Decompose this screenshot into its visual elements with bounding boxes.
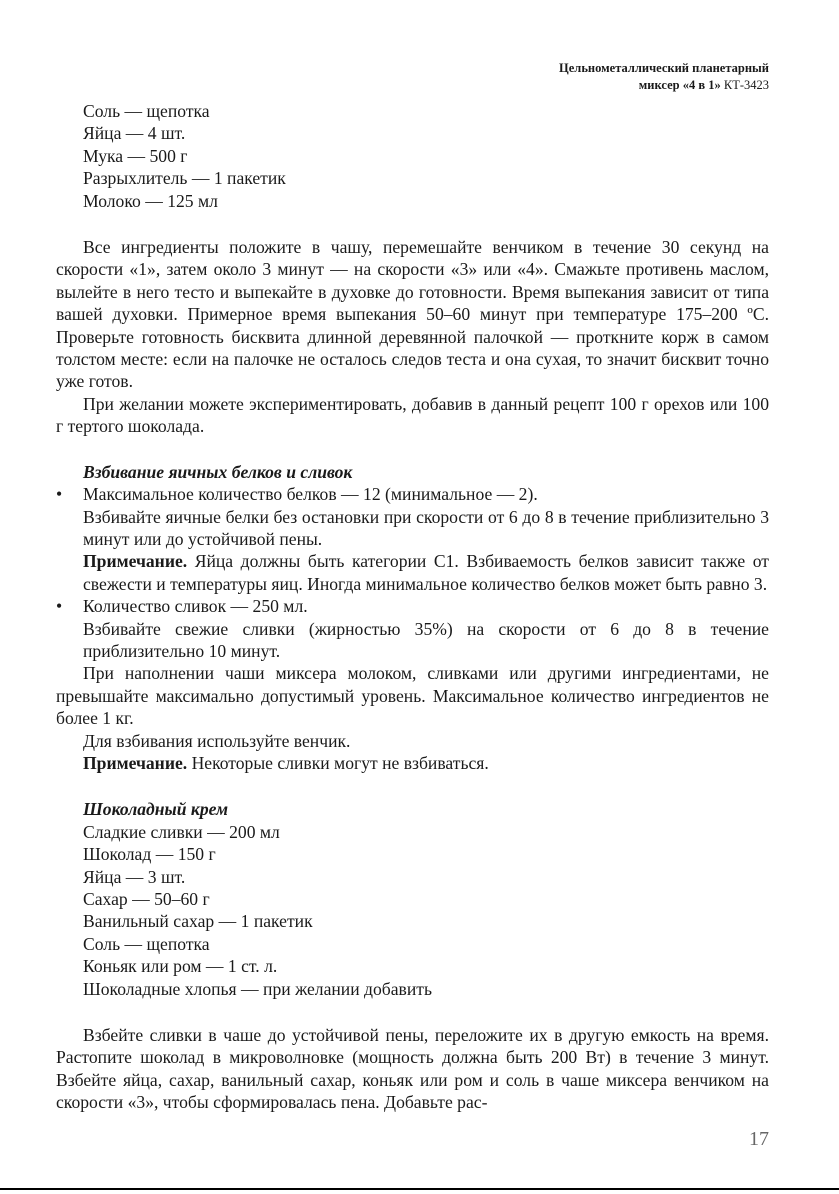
- ingredient-line: Шоколадные хлопья — при желании добавить: [83, 978, 432, 999]
- ingredient-line: Яйца — 4 шт.: [83, 123, 186, 144]
- bullet-item-egg-whites: [56, 483, 769, 505]
- page-number: 17: [749, 1128, 769, 1150]
- bullet-item-text: Максимальное количество белков — 12 (минимальное — 2).: [83, 484, 538, 505]
- cream-instructions: Взбивайте свежие сливки (жирностью 35%) на скорости от 6 до 8 в течение приблизительно 10 минут.: [83, 618, 769, 661]
- ingredient-line: Коньяк или ром — 1 ст. л.: [83, 956, 278, 977]
- page-content: [56, 100, 769, 1114]
- header-model-prefix: миксер «4 в 1»: [638, 78, 721, 92]
- note-text: Некоторые сливки могут не взбиваться.: [187, 752, 489, 773]
- egg-whites-instructions: Взбивайте яичные белки без остановки при скорости от 6 до 8 в течение приблизительно 3 минут или до устойчивой пены.: [83, 506, 769, 549]
- note-label: Примечание.: [83, 551, 188, 572]
- note-label: Примечание.: [83, 752, 188, 773]
- section-heading-chocolate-cream: Шоколадный крем: [83, 799, 229, 820]
- ingredient-line: Разрыхлитель — 1 пакетик: [83, 168, 286, 189]
- ingredient-line: Сахар — 50–60 г: [83, 889, 210, 909]
- bullet-mark: •: [56, 596, 63, 617]
- egg-whites-note: [83, 550, 769, 595]
- variation-paragraph: При желании можете экспериментировать, добавив в данный рецепт 100 г орехов или 100 г тертого шоколада.: [56, 393, 769, 437]
- section-heading-whipping: Взбивание яичных белков и сливок: [83, 461, 353, 482]
- ingredient-line: Соль — щепотка: [83, 101, 210, 121]
- whisk-paragraph: Для взбивания используйте венчик.: [83, 730, 351, 751]
- bullet-item-cream: [56, 595, 769, 617]
- ingredient-line: Мука — 500 г: [83, 145, 188, 166]
- header-model: [559, 77, 769, 94]
- header-model-code: КТ-3423: [723, 78, 769, 92]
- bowl-fill-paragraph: При наполнении чаши миксера молоком, сливками или другими ингредиентами, не превышайте максимально допустимый уровень. Максимальное количество ингредиентов не более 1 кг.: [56, 663, 769, 729]
- baking-instructions-paragraph: Все ингредиенты положите в чашу, перемешайте венчиком в течение 30 секунд на скорости «1», затем около 3 минут — на скорости «3» или «4». Смажьте противень маслом, вылейте в него тесто и выпекайте в духовке до готовности. Время выпекания зависит от типа вашей духовки. Примерное время выпекания 50–60 минут при температуре 175–200 ºС. Проверьте готовность бисквита длинной деревянной палочкой — проткните корж в самом толстом месте: если на палочке не осталось следов теста и она сухая, то значит бисквит точно уже готов.: [56, 237, 769, 392]
- note-text: Яйца должны быть категории С1. Взбиваемость белков зависит также от свежести и температуры яиц. Иногда минимальное количество белков может быть равно 3.: [83, 551, 769, 594]
- bullet-item-text: Количество сливок — 250 мл.: [83, 596, 308, 617]
- page-header: [559, 60, 769, 94]
- ingredient-line: Яйца — 3 шт.: [83, 866, 186, 887]
- ingredient-line: Молоко — 125 мл: [83, 190, 218, 211]
- bullet-mark: •: [56, 484, 63, 505]
- chocolate-cream-paragraph: Взбейте сливки в чаше до устойчивой пены, переложите их в другую емкость на время. Растопите шоколад в микроволновке (мощность должна быть 200 Вт) в течение 3 минут. Взбейте яйца, сахар, ванильный сахар, коньяк или ром и соль в чаше миксера венчиком на скорости «3», чтобы сформировалась пена. Добавьте рас-: [56, 1025, 769, 1113]
- bottom-divider: [0, 1188, 839, 1190]
- ingredient-line: Ванильный сахар — 1 пакетик: [83, 911, 313, 932]
- ingredient-line: Сладкие сливки — 200 мл: [83, 821, 280, 842]
- ingredient-line: Шоколад — 150 г: [83, 844, 216, 865]
- ingredient-line: Соль — щепотка: [83, 933, 210, 954]
- header-title: Цельнометаллический планетарный: [559, 61, 769, 75]
- final-note: [83, 752, 769, 774]
